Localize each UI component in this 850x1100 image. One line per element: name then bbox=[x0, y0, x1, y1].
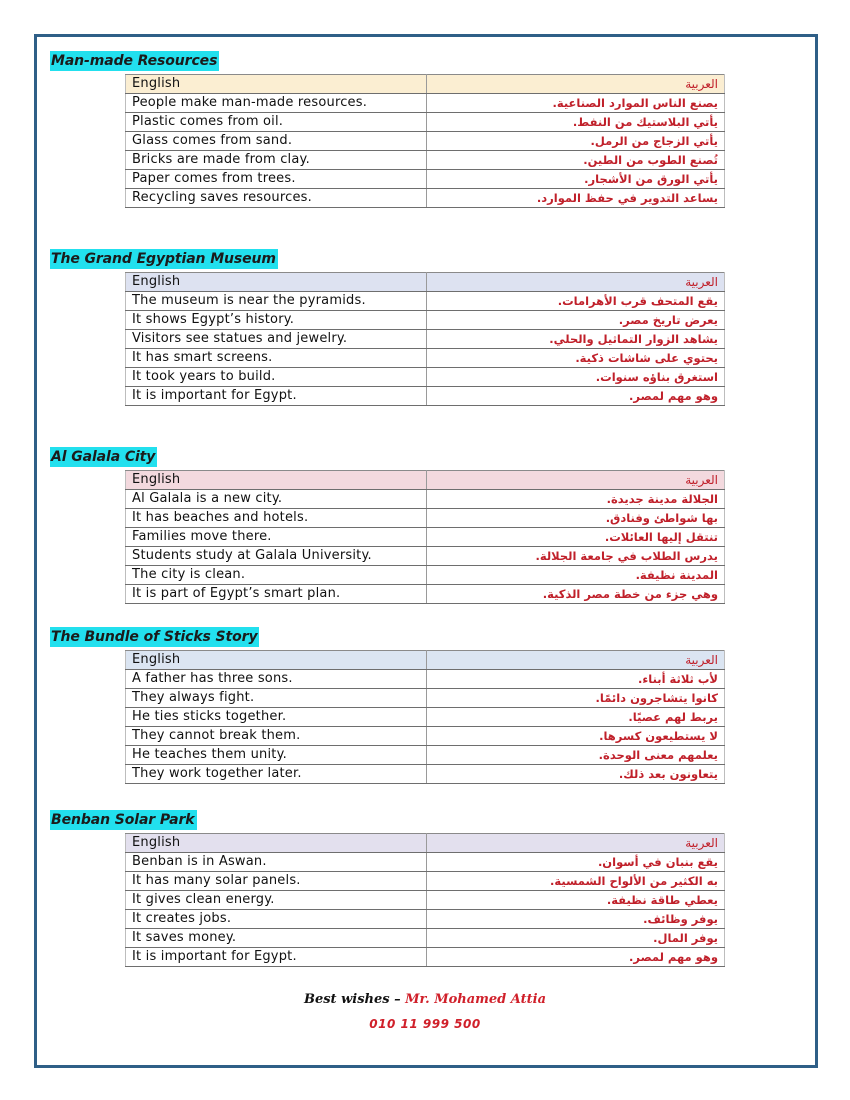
table-row bbox=[126, 368, 725, 387]
column-header-arabic: العربية bbox=[427, 471, 725, 490]
vocab-table bbox=[125, 833, 725, 967]
arabic-sentence: يعرض تاريخ مصر. bbox=[427, 311, 725, 330]
arabic-sentence: به الكثير من الألواح الشمسية. bbox=[427, 872, 725, 891]
table-row bbox=[126, 929, 725, 948]
english-sentence: Al Galala is a new city. bbox=[126, 490, 427, 509]
arabic-sentence: يتعاونون بعد ذلك. bbox=[427, 765, 725, 784]
column-header-english: English bbox=[126, 75, 427, 94]
table-row bbox=[126, 330, 725, 349]
phone-number: 010 11 999 500 bbox=[369, 1017, 481, 1031]
arabic-sentence: استغرق بناؤه سنوات. bbox=[427, 368, 725, 387]
arabic-sentence: وهو مهم لمصر. bbox=[427, 948, 725, 967]
english-sentence: It shows Egypt’s history. bbox=[126, 311, 427, 330]
english-sentence: Glass comes from sand. bbox=[126, 132, 427, 151]
english-sentence: It has smart screens. bbox=[126, 349, 427, 368]
table-row bbox=[126, 132, 725, 151]
english-sentence: Paper comes from trees. bbox=[126, 170, 427, 189]
vocab-table bbox=[125, 470, 725, 604]
english-sentence: Visitors see statues and jewelry. bbox=[126, 330, 427, 349]
table-row bbox=[126, 94, 725, 113]
section-man-made-resources bbox=[50, 51, 730, 205]
english-sentence: Recycling saves resources. bbox=[126, 189, 427, 208]
english-sentence: It is important for Egypt. bbox=[126, 387, 427, 406]
english-sentence: The museum is near the pyramids. bbox=[126, 292, 427, 311]
section-title: The Bundle of Sticks Story bbox=[51, 629, 258, 645]
arabic-sentence: لأب ثلاثة أبناء. bbox=[427, 670, 725, 689]
table-header bbox=[126, 273, 725, 292]
table-row bbox=[126, 349, 725, 368]
section-title: Man-made Resources bbox=[51, 53, 218, 69]
arabic-sentence: لا يستطيعون كسرها. bbox=[427, 727, 725, 746]
english-sentence: It is important for Egypt. bbox=[126, 948, 427, 967]
table-row bbox=[126, 113, 725, 132]
english-sentence: It is part of Egypt’s smart plan. bbox=[126, 585, 427, 604]
vocab-table bbox=[125, 272, 725, 406]
english-sentence: It saves money. bbox=[126, 929, 427, 948]
arabic-sentence: كانوا يتشاجرون دائمًا. bbox=[427, 689, 725, 708]
section-al-galala-city bbox=[50, 447, 730, 601]
table-row bbox=[126, 708, 725, 727]
table-row bbox=[126, 292, 725, 311]
arabic-sentence: يوفر وظائف. bbox=[427, 910, 725, 929]
english-sentence: Plastic comes from oil. bbox=[126, 113, 427, 132]
table-row bbox=[126, 311, 725, 330]
english-sentence: It took years to build. bbox=[126, 368, 427, 387]
best-wishes-text: Best wishes – bbox=[303, 992, 406, 1007]
arabic-sentence: يحتوي على شاشات ذكية. bbox=[427, 349, 725, 368]
english-sentence: It has beaches and hotels. bbox=[126, 509, 427, 528]
table-row bbox=[126, 746, 725, 765]
table-row bbox=[126, 528, 725, 547]
table-row bbox=[126, 585, 725, 604]
table-row bbox=[126, 872, 725, 891]
english-sentence: They always fight. bbox=[126, 689, 427, 708]
table-row bbox=[126, 689, 725, 708]
arabic-sentence: يصنع الناس الموارد الصناعية. bbox=[427, 94, 725, 113]
section-bundle-of-sticks-story bbox=[50, 627, 730, 781]
section-grand-egyptian-museum bbox=[50, 249, 730, 403]
column-header-arabic: العربية bbox=[427, 273, 725, 292]
arabic-sentence: يساعد التدوير في حفظ الموارد. bbox=[427, 189, 725, 208]
table-header bbox=[126, 75, 725, 94]
section-title: Al Galala City bbox=[51, 449, 156, 465]
table-row bbox=[126, 670, 725, 689]
arabic-sentence: بها شواطئ وفنادق. bbox=[427, 509, 725, 528]
section-title: Benban Solar Park bbox=[51, 812, 195, 828]
english-sentence: Students study at Galala University. bbox=[126, 547, 427, 566]
arabic-sentence: يقع بنبان في أسوان. bbox=[427, 853, 725, 872]
table-row bbox=[126, 490, 725, 509]
table-row bbox=[126, 509, 725, 528]
table-row bbox=[126, 765, 725, 784]
arabic-sentence: يشاهد الزوار التماثيل والحلي. bbox=[427, 330, 725, 349]
arabic-sentence: الجلالة مدينة جديدة. bbox=[427, 490, 725, 509]
table-header bbox=[126, 834, 725, 853]
english-sentence: He teaches them unity. bbox=[126, 746, 427, 765]
english-sentence: A father has three sons. bbox=[126, 670, 427, 689]
table-row bbox=[126, 387, 725, 406]
english-sentence: They cannot break them. bbox=[126, 727, 427, 746]
column-header-arabic: العربية bbox=[427, 834, 725, 853]
section-title: The Grand Egyptian Museum bbox=[51, 251, 276, 267]
column-header-english: English bbox=[126, 273, 427, 292]
table-row bbox=[126, 853, 725, 872]
arabic-sentence: يدرس الطلاب في جامعة الجلالة. bbox=[427, 547, 725, 566]
table-row bbox=[126, 151, 725, 170]
english-sentence: It gives clean energy. bbox=[126, 891, 427, 910]
english-sentence: He ties sticks together. bbox=[126, 708, 427, 727]
vocab-table bbox=[125, 74, 725, 208]
arabic-sentence: يقع المتحف قرب الأهرامات. bbox=[427, 292, 725, 311]
arabic-sentence: يأتي الزجاج من الرمل. bbox=[427, 132, 725, 151]
english-sentence: The city is clean. bbox=[126, 566, 427, 585]
teacher-name: Mr. Mohamed Attia bbox=[405, 992, 547, 1007]
footer-signature bbox=[0, 992, 850, 1007]
column-header-english: English bbox=[126, 651, 427, 670]
english-sentence: Families move there. bbox=[126, 528, 427, 547]
vocab-table bbox=[125, 650, 725, 784]
table-row bbox=[126, 891, 725, 910]
arabic-sentence: يعلمهم معنى الوحدة. bbox=[427, 746, 725, 765]
column-header-english: English bbox=[126, 834, 427, 853]
english-sentence: Benban is in Aswan. bbox=[126, 853, 427, 872]
section-benban-solar-park bbox=[50, 810, 730, 964]
english-sentence: It has many solar panels. bbox=[126, 872, 427, 891]
table-header bbox=[126, 471, 725, 490]
arabic-sentence: يأتي الورق من الأشجار. bbox=[427, 170, 725, 189]
english-sentence: Bricks are made from clay. bbox=[126, 151, 427, 170]
table-header bbox=[126, 651, 725, 670]
english-sentence: It creates jobs. bbox=[126, 910, 427, 929]
english-sentence: They work together later. bbox=[126, 765, 427, 784]
table-row bbox=[126, 948, 725, 967]
column-header-english: English bbox=[126, 471, 427, 490]
table-row bbox=[126, 566, 725, 585]
column-header-arabic: العربية bbox=[427, 651, 725, 670]
table-row bbox=[126, 910, 725, 929]
english-sentence: People make man-made resources. bbox=[126, 94, 427, 113]
table-row bbox=[126, 189, 725, 208]
arabic-sentence: يعطي طاقة نظيفة. bbox=[427, 891, 725, 910]
arabic-sentence: وهو مهم لمصر. bbox=[427, 387, 725, 406]
arabic-sentence: تنتقل إليها العائلات. bbox=[427, 528, 725, 547]
arabic-sentence: يوفر المال. bbox=[427, 929, 725, 948]
column-header-arabic: العربية bbox=[427, 75, 725, 94]
table-row bbox=[126, 727, 725, 746]
table-row bbox=[126, 547, 725, 566]
arabic-sentence: يأتي البلاستيك من النفط. bbox=[427, 113, 725, 132]
arabic-sentence: تُصنع الطوب من الطين. bbox=[427, 151, 725, 170]
arabic-sentence: المدينة نظيفة. bbox=[427, 566, 725, 585]
arabic-sentence: وهي جزء من خطة مصر الذكية. bbox=[427, 585, 725, 604]
arabic-sentence: يربط لهم عصيًا. bbox=[427, 708, 725, 727]
table-row bbox=[126, 170, 725, 189]
